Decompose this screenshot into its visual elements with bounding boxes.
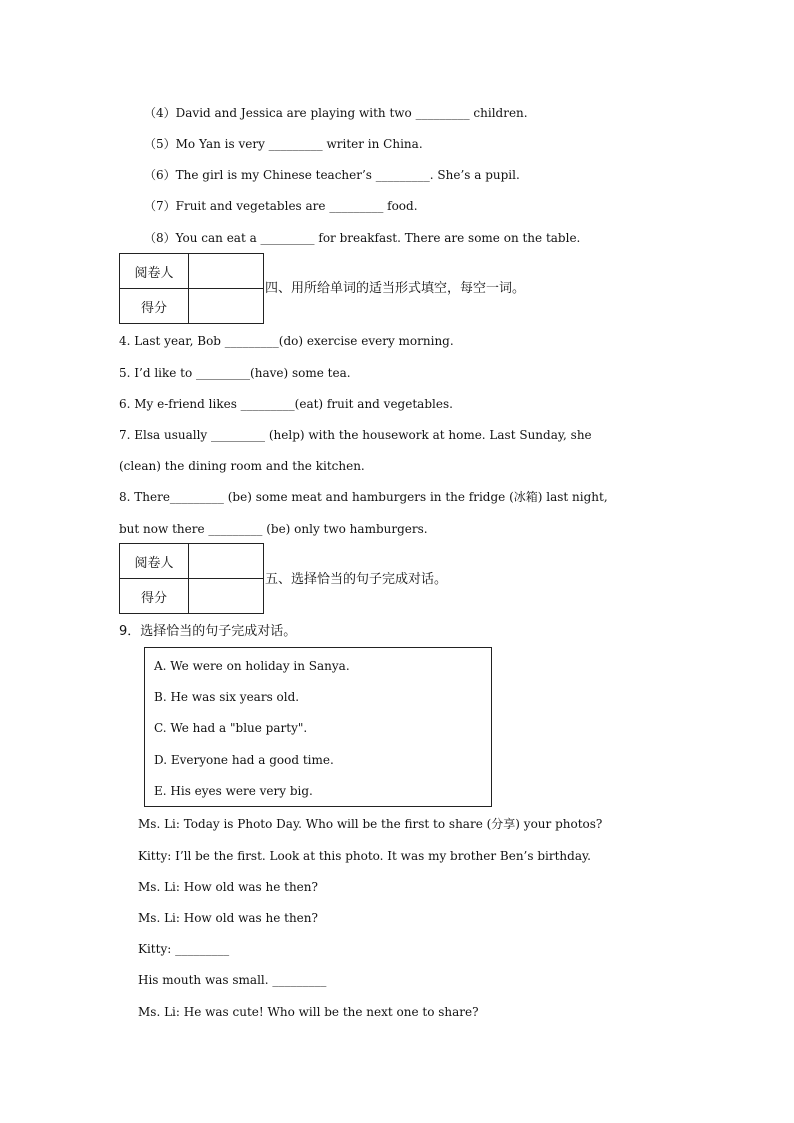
dialogue-line: Ms. Li: How old was he then? <box>138 880 318 894</box>
option-item: D. Everyone had a good time. <box>154 753 334 767</box>
score-table <box>119 253 264 324</box>
dialogue-line: Kitty: _________ <box>138 942 230 956</box>
question-line: 6. My e-friend likes _________(eat) fruit and vegetables. <box>119 397 453 411</box>
question-line: （6）The girl is my Chinese teacher’s _________. She’s a pupil. <box>144 168 520 182</box>
question-line: （8）You can eat a _________ for breakfast. There are some on the table. <box>144 231 581 245</box>
question-line: (clean) the dining room and the kitchen. <box>119 459 365 473</box>
score-label: 得分 <box>120 579 189 614</box>
section-title: 五、选择恰当的句子完成对话。 <box>265 572 448 587</box>
option-item: E. His eyes were very big. <box>154 784 313 798</box>
dialogue-line: Ms. Li: Today is Photo Day. Who will be the first to share (分享) your photos? <box>138 817 603 831</box>
reviewer-label: 阅卷人 <box>120 544 189 579</box>
dialogue-line: Kitty: I’ll be the first. Look at this photo. It was my brother Ben’s birthday. <box>138 849 591 863</box>
question-line: （4）David and Jessica are playing with two _________ children. <box>144 106 528 120</box>
option-item: B. He was six years old. <box>154 690 300 704</box>
question-line: 8. There_________ (be) some meat and hamburgers in the fridge (冰箱) last night, <box>119 490 608 504</box>
question-title: 9．选择恰当的句子完成对话。 <box>119 624 297 639</box>
reviewer-cell <box>189 544 264 579</box>
score-cell <box>189 289 264 324</box>
score-table <box>119 543 264 614</box>
question-line: 5. I’d like to _________(have) some tea. <box>119 366 351 380</box>
question-line: （5）Mo Yan is very _________ writer in China. <box>144 137 423 151</box>
reviewer-label: 阅卷人 <box>120 254 189 289</box>
reviewer-cell <box>189 254 264 289</box>
option-item: A. We were on holiday in Sanya. <box>154 659 350 673</box>
score-label: 得分 <box>120 289 189 324</box>
options-box <box>144 647 492 807</box>
dialogue-line: Ms. Li: How old was he then? <box>138 911 318 925</box>
section-title: 四、用所给单词的适当形式填空，每空一词。 <box>265 281 526 296</box>
question-line: （7）Fruit and vegetables are _________ food. <box>144 199 418 213</box>
dialogue-line: His mouth was small. _________ <box>138 973 327 987</box>
question-line: 4. Last year, Bob _________(do) exercise every morning. <box>119 334 454 348</box>
question-line: but now there _________ (be) only two hamburgers. <box>119 522 428 536</box>
option-item: C. We had a "blue party". <box>154 721 308 735</box>
score-cell <box>189 579 264 614</box>
dialogue-line: Ms. Li: He was cute! Who will be the next one to share? <box>138 1005 479 1019</box>
question-line: 7. Elsa usually _________ (help) with the housework at home. Last Sunday, she <box>119 428 592 442</box>
